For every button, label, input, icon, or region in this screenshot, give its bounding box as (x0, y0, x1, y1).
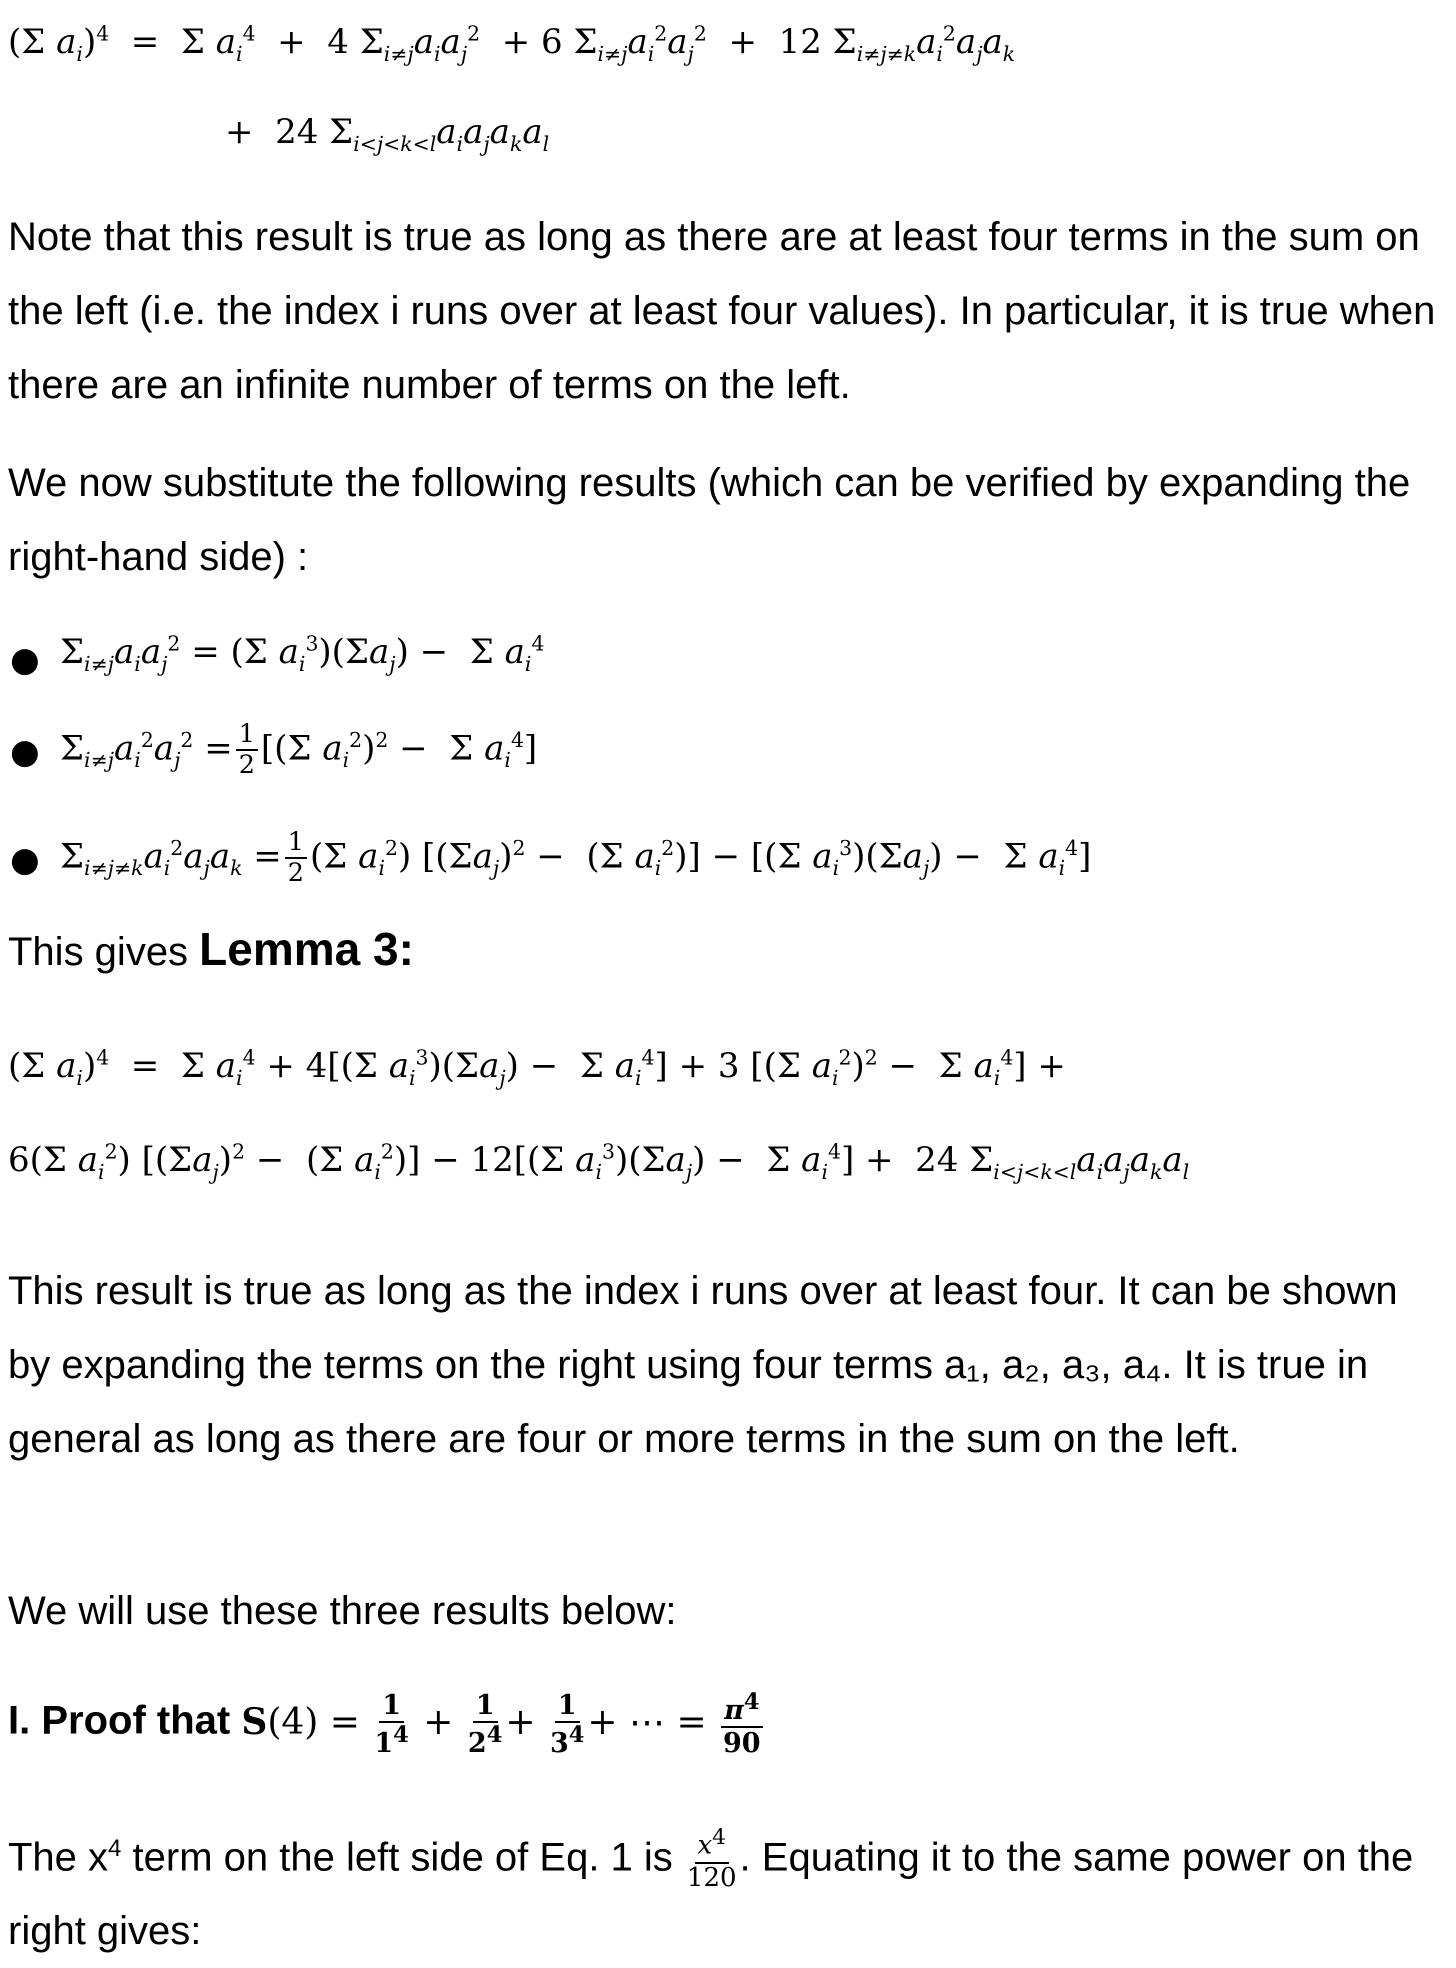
proof-formula: S(4) = $\frac{1}{1^4}$ + $\frac{1}{2^4}$ + $\frac{1}{3^4}$ + ⋯ = $\frac{\pi^4}{90}$ (241, 1689, 761, 1760)
proof-heading-text: I. Proof that (8, 1698, 242, 1743)
x4-text-b: term on the left side of Eq. 1 is (121, 1835, 684, 1880)
paragraph-result-true: This result is true as long as the index i runs over at least four. It can be shown by expanding the terms on the right using four terms a₁, a₂, a₃, a₄. It is true in general as long as there are four or more terms in the sum on the left. (8, 1269, 1398, 1461)
x4-text-c: . Equating it to the same power on the right gives: (8, 1835, 1414, 1954)
bullet-equation-2: $\Sigma_{i\ne j}a_i^2a_j^2$ = $\frac{1}{2}$ [(Σ $a_i^2)^2 - \Sigma$ $a_i^4$] (60, 719, 538, 781)
this-gives-text: This gives (8, 930, 200, 974)
paragraph-we-will-use: We will use these three results below: (8, 1589, 677, 1633)
lemma-equation-line1: (Σ $a_i)^4 = \Sigma$ $a_i^4 + 4[(\Sigma$ $a_i^3)(\Sigma a_j) - \Sigma$ $a_i^4] + 3$ [(Σ $a_i^2)^2 - \Sigma$ $a_i^4$] + (8, 1045, 1066, 1090)
bullet-equation-3: $\Sigma_{i\ne j\ne k}a_i^2a_ja_k$ = $\frac{1}{2}$ (Σ $a_i^2$) [$(\Sigma a_j)^2 - (\Sigma$ $a_i^2)] - [(\Sigma$ $a_i^3)(\Sigma a_j) - \Sigma$ $a_i^4$] (60, 827, 1092, 889)
lemma-label: Lemma 3: (199, 923, 414, 975)
lemma-equation-line2: 6(Σ $a_i^2$) [$(\Sigma a_j)^2 - (\Sigma$ $a_i^2)] - 12[(\Sigma$ $a_i^3)(\Sigma a_j) - \Sigma$ $a_i^4] + 24$ $\Sigma_{i<j<k<l}a_ia_ja_ka_l$ (8, 1139, 1190, 1184)
paragraph-substitute: We now substitute the following results (which can be verified by expanding the right-hand side) : (8, 461, 1411, 579)
bullet-equation-1: $\Sigma_{i\ne j}a_ia_j^2 = (\Sigma$ $a_i^3)(\Sigma a_j) - \Sigma$ $a_i^4$ (60, 631, 545, 676)
equation-top-line1: (Σ $a_i)^4 = \Sigma$ $a_i^4 + 4$ $\Sigma_{i\ne j}a_ia_j^2 + 6$ $\Sigma_{i\ne j}a_i^2a_j^2 + 12$ $\Sigma_{i\ne j\ne k}a_i^2a_ja_k$ (8, 21, 1016, 66)
bullet-icon: ● (10, 732, 40, 772)
x4-text-a: The x (8, 1835, 109, 1880)
bullet-icon: ● (10, 640, 40, 680)
paragraph-this-gives (8, 912, 1448, 989)
bullet-icon: ● (10, 840, 40, 880)
paragraph-note: Note that this result is true as long as there are at least four terms in the sum on the left (i.e. the index i runs over at least four values). In particular, it is true when there are an infinite number of terms on the left. (8, 215, 1436, 407)
proof-heading (8, 1690, 1448, 1759)
x4-fraction: $\frac{x^4}{120}$ (686, 1825, 737, 1893)
equation-top-line2: + 24 $\Sigma_{i<j<k<l}a_ia_ja_ka_l$ (225, 112, 550, 156)
paragraph-x4-term: The $x^4$ term on the left side of Eq. 1 is $\frac{x^4}{120}$ . Equating it to the same power on the right gives: (8, 1825, 1414, 1954)
